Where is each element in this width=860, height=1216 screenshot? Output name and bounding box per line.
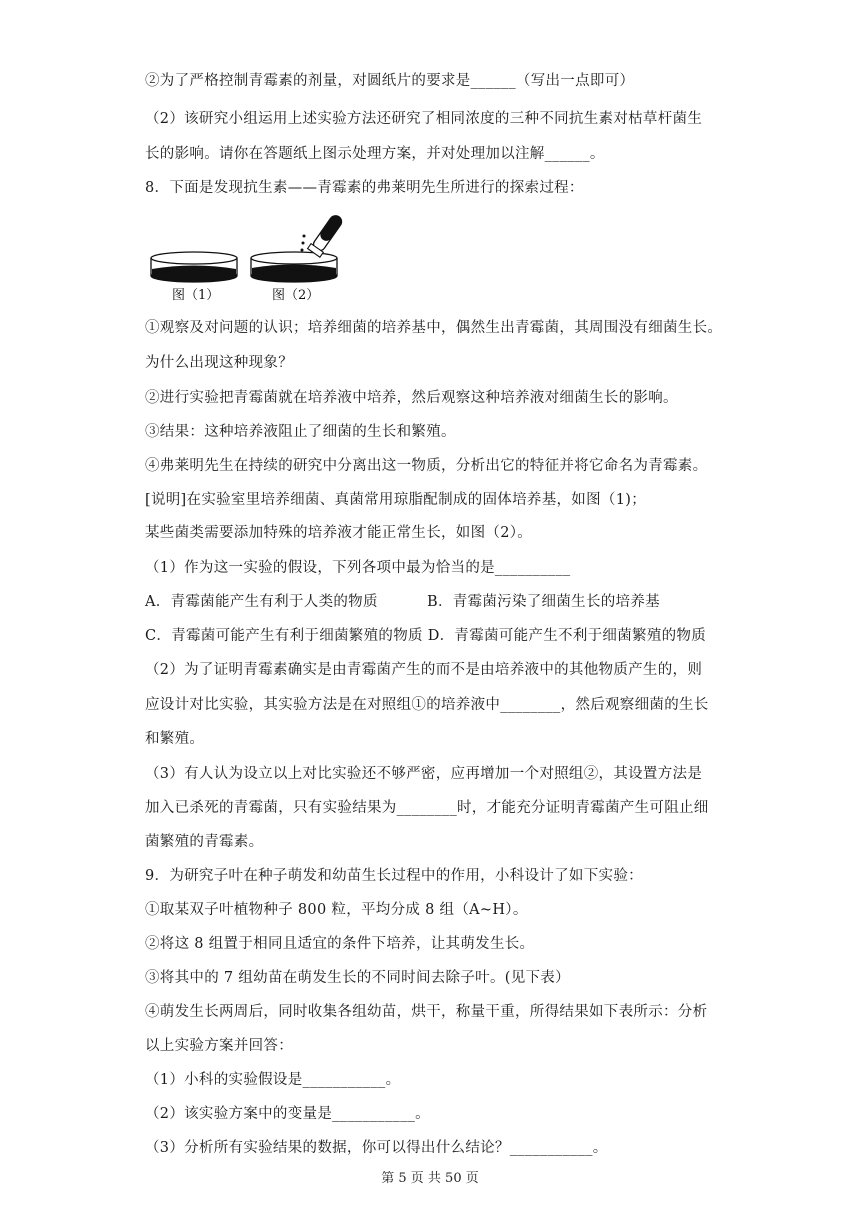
q8-part3: （3）有人认为设立以上对比实验还不够严密，应再增加一个对照组②，其设置方法是: [145, 766, 703, 782]
page-number-footer: 第 5 页 共 50 页: [381, 1171, 479, 1186]
petri-dish-2: [251, 252, 337, 282]
test-tube-icon: [301, 214, 346, 257]
q8-part3-cont: 加入已杀死的青霉菌，只有实验结果为________时，才能充分证明青霉菌产生可阻止细: [145, 800, 709, 816]
q8-part2-cont: 应设计对比实验，其实验方法是在对照组①的培养液中________，然后观察细菌的生长: [145, 697, 709, 713]
q9-heading: 9．为研究子叶在种子萌发和幼苗生长过程中的作用，小科设计了如下实验：: [145, 868, 643, 884]
q8-part2-cont2: 和繁殖。: [145, 731, 205, 747]
q7-sub2-text: ②为了严格控制青霉素的剂量，对圆纸片的要求是______（写出一点即可）: [145, 73, 635, 89]
option-b: B．青霉菌污染了细菌生长的培养基: [427, 594, 660, 610]
q8-step1-cont: 为什么出现这种现象？: [145, 355, 293, 371]
q7-part2-text-cont: 长的影响。请你在答题纸上图示处理方案，并对处理加以注解______。: [145, 146, 605, 162]
petri-dish-1: [151, 252, 237, 282]
q9-step4: ④萌发生长两周后，同时收集各组幼苗，烘干，称量干重，所得结果如下表所示：分析: [145, 1004, 708, 1020]
q9-step4-cont: 以上实验方案并回答：: [145, 1038, 293, 1054]
petri-dish-figure: [150, 214, 364, 302]
q9-step2: ②将这 8 组置于相同且适宜的条件下培养，让其萌发生长。: [145, 936, 535, 952]
q9-part1: （1）小科的实验假设是___________。: [145, 1072, 401, 1088]
q8-heading: 8．下面是发现抗生素——青霉素的弗莱明先生所进行的探索过程：: [145, 180, 584, 196]
q8-step2: ②进行实验把青霉菌就在培养液中培养，然后观察这种培养液对细菌生长的影响。: [145, 390, 678, 406]
q7-part2-text: （2）该研究小组运用上述实验方法还研究了相同浓度的三种不同抗生素对枯草杆菌生: [145, 111, 703, 127]
q8-step4: ④弗莱明先生在持续的研究中分离出这一物质，分析出它的特征并将它命名为青霉素。: [145, 458, 708, 474]
option-a: A．青霉菌能产生有利于人类的物质: [145, 594, 378, 610]
q8-note: [说明]在实验室里培养细菌、真菌常用琼脂配制成的固体培养基，如图（1)；: [145, 492, 646, 508]
q8-options-cd: C．青霉菌可能产生有利于细菌繁殖的物质 D．青霉菌可能产生不利于细菌繁殖的物质: [145, 628, 707, 644]
q8-part2: （2）为了证明青霉素确实是由青霉菌产生的而不是由培养液中的其他物质产生的，则: [145, 662, 703, 678]
figure-2-label: 图（2）: [272, 288, 320, 302]
q9-part2: （2）该实验方案中的变量是___________。: [145, 1106, 430, 1122]
q8-note-cont: 某些菌类需要添加特殊的培养液才能正常生长，如图（2）。: [145, 525, 533, 541]
q9-step1: ①取某双子叶植物种子 800 粒，平均分成 8 组（A~H）。: [145, 902, 528, 918]
q8-part1: （1）作为这一实验的假设，下列各项中最为恰当的是__________: [145, 560, 571, 576]
q9-part3: （3）分析所有实验结果的数据，你可以得出什么结论？___________。: [145, 1140, 608, 1156]
q9-step3: ③将其中的 7 组幼苗在萌发生长的不同时间去除子叶。(见下表）: [145, 970, 570, 986]
figure-1-label: 图（1）: [172, 288, 220, 302]
q8-step3: ③结果：这种培养液阻止了细菌的生长和繁殖。: [145, 424, 456, 440]
q8-step1: ①观察及对问题的认识；培养细菌的培养基中，偶然生出青霉菌，其周围没有细菌生长。: [145, 320, 723, 336]
q8-options-ab: [145, 592, 725, 612]
q8-part3-cont2: 菌繁殖的青霉素。: [145, 834, 264, 850]
